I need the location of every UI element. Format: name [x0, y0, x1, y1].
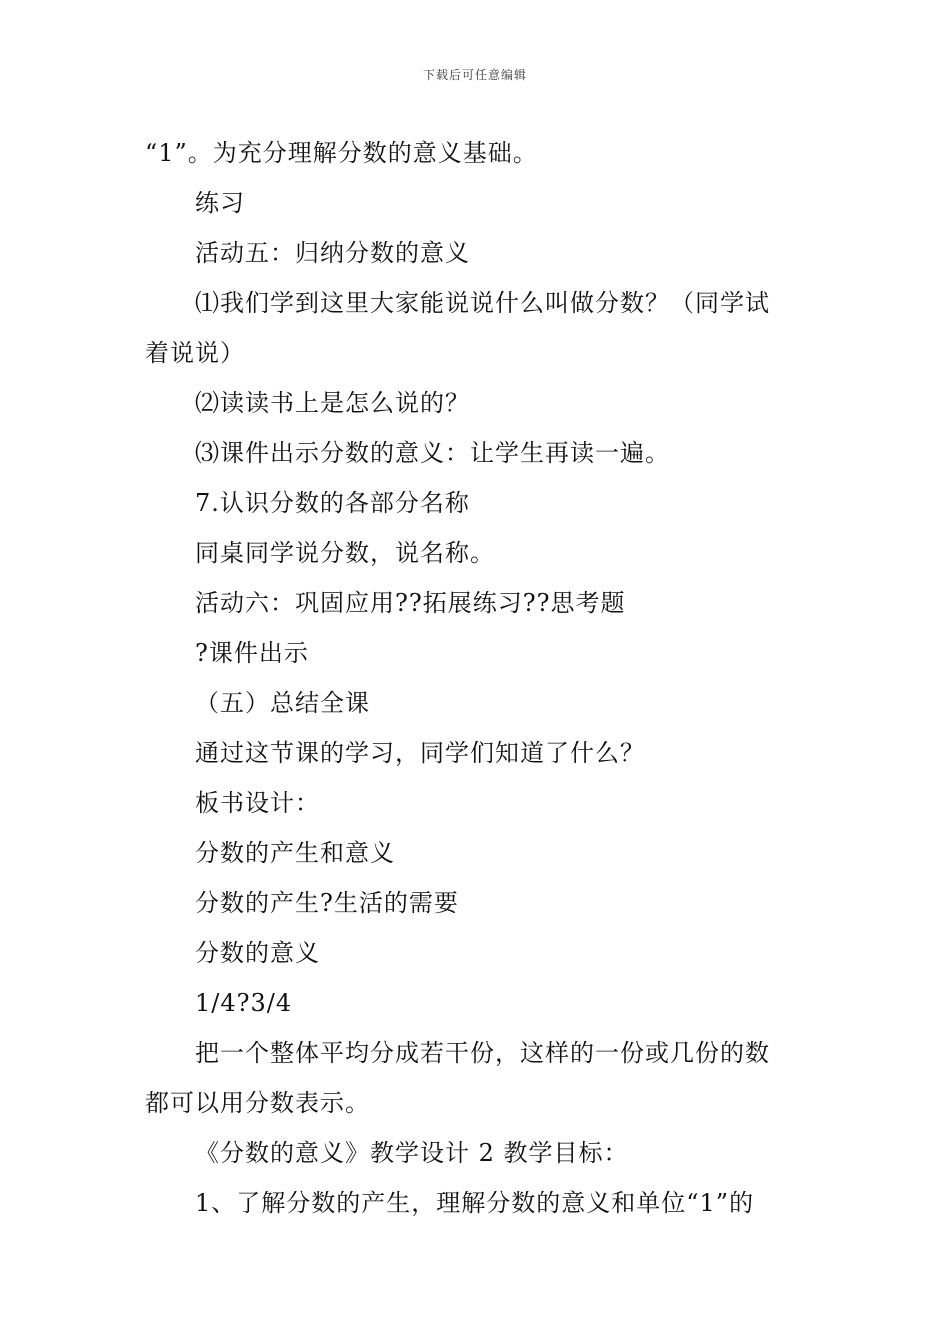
text-line: “1”。为充分理解分数的意义基础。 [145, 139, 538, 167]
page-header: 下载后可任意编辑 [422, 68, 527, 82]
text-line: 《分数的意义》教学设计 2 教学目标： [195, 1139, 629, 1167]
text-line: 活动五：归纳分数的意义 [195, 239, 470, 267]
text-line: ⑶课件出示分数的意义：让学生再读一遍。 [195, 439, 670, 467]
text-line: 同桌同学说分数，说名称。 [195, 539, 495, 567]
text-line: 着说说） [145, 339, 245, 367]
document-body [145, 128, 810, 1228]
text-line: 分数的产生和意义 [195, 839, 395, 867]
text-line: ⑵读读书上是怎么说的？ [195, 389, 470, 417]
text-line: 1、了解分数的产生，理解分数的意义和单位“1”的 [195, 1189, 755, 1217]
text-line: 把一个整体平均分成若干份，这样的一份或几份的数 [195, 1039, 770, 1067]
text-line: 分数的产生?生活的需要 [195, 889, 459, 917]
text-line: 板书设计： [195, 789, 320, 817]
text-line: 7.认识分数的各部分名称 [195, 489, 470, 517]
text-line: 练习 [195, 189, 245, 217]
text-line: ⑴我们学到这里大家能说说什么叫做分数？（同学试 [195, 289, 770, 317]
text-line: 都可以用分数表示。 [145, 1089, 370, 1117]
text-line: 活动六：巩固应用??拓展练习??思考题 [195, 589, 626, 617]
text-line: ?课件出示 [195, 639, 309, 667]
text-line: 1/4?3/4 [195, 989, 293, 1017]
text-line: 分数的意义 [195, 939, 320, 967]
text-line: （五）总结全课 [195, 689, 370, 717]
text-line: 通过这节课的学习，同学们知道了什么？ [195, 739, 645, 767]
